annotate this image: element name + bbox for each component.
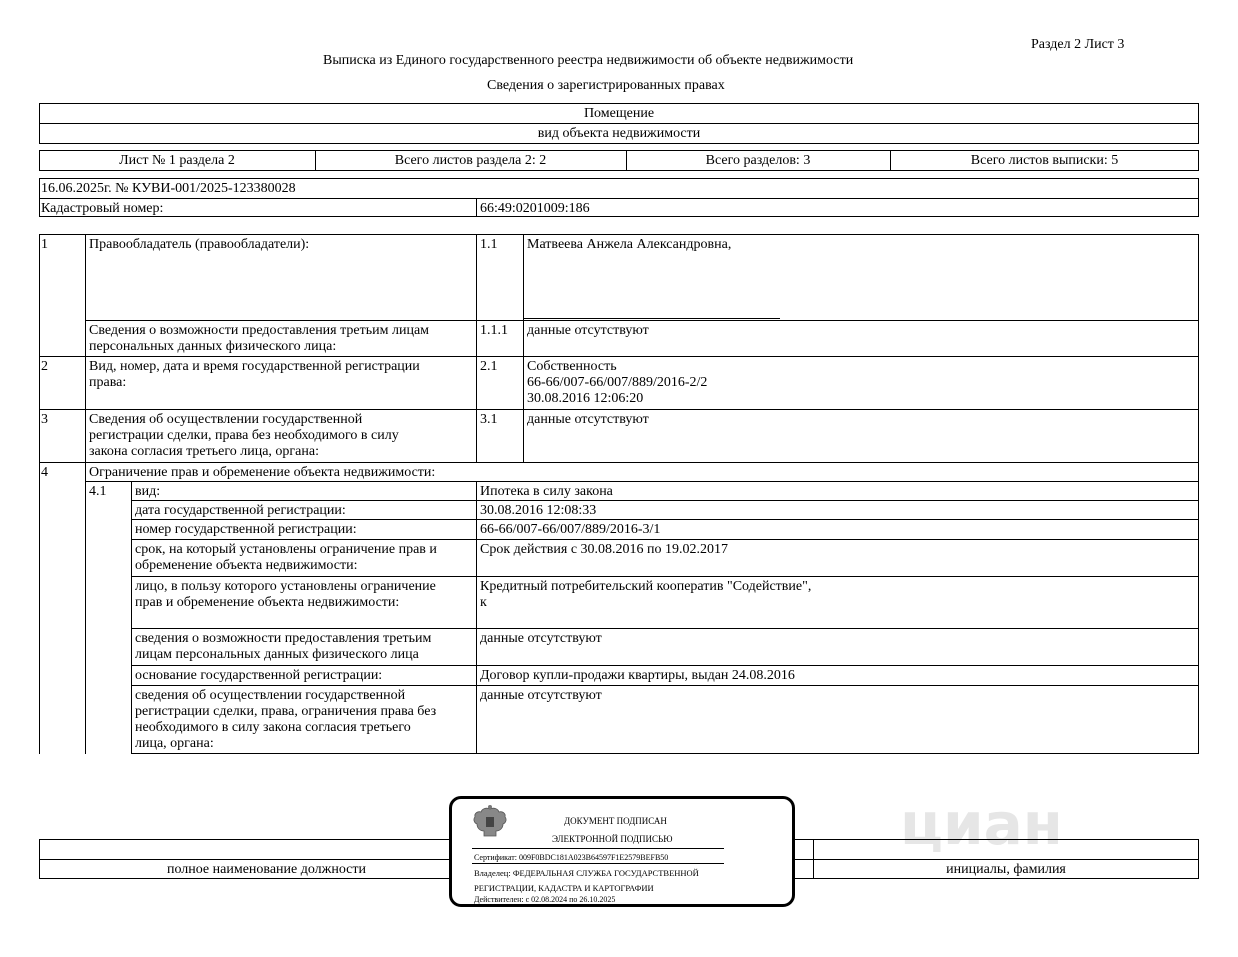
- divider: [476, 234, 477, 462]
- row-number: 2: [41, 359, 48, 374]
- row-number: 1: [41, 237, 48, 252]
- right-holder-name: Матвеева Анжела Александровна,: [527, 237, 732, 252]
- doc-number: 16.06.2025г. № КУВИ-001/2025-123380028: [41, 181, 296, 196]
- divider: [85, 481, 1199, 482]
- divider: [39, 123, 1199, 124]
- enc-term-value: Срок действия с 30.08.2016 по 19.02.2017: [480, 542, 729, 557]
- divider: [131, 481, 132, 754]
- registration-datetime: 30.08.2016 12:06:20: [527, 391, 644, 406]
- divider: [472, 863, 724, 864]
- divider: [131, 685, 1199, 686]
- divider: [476, 481, 477, 754]
- right-holder-label: Правообладатель (правообладатели):: [89, 237, 310, 252]
- divider: [131, 628, 1199, 629]
- consent-label-line3: закона согласия третьего лица, органа:: [89, 444, 319, 459]
- enc-consent-value: данные отсутствуют: [480, 688, 602, 703]
- name-caption: инициалы, фамилия: [946, 862, 1066, 877]
- encumbrance-header: Ограничение прав и обременение объекта недвижимости:: [89, 465, 436, 480]
- enc-basis-value: Договор купли-продажи квартиры, выдан 24.08.2016: [480, 668, 795, 683]
- stamp-line1: ДОКУМЕНТ ПОДПИСАН: [564, 816, 667, 826]
- position-caption: полное наименование должности: [166, 862, 367, 877]
- divider: [476, 198, 477, 217]
- enc-term-label-line2: обременение объекта недвижимости:: [135, 558, 358, 573]
- divider: [131, 539, 1199, 540]
- divider: [39, 462, 1199, 463]
- consent-label-line2: регистрации сделки, права без необходимого в силу: [89, 428, 399, 443]
- stamp-line2: ЭЛЕКТРОННОЙ ПОДПИСЬЮ: [552, 834, 673, 844]
- encumbrance-number: 4.1: [89, 484, 107, 499]
- registration-label-line2: права:: [89, 375, 127, 390]
- enc-personal-label-line2: лицам персональных данных физического лица: [135, 647, 419, 662]
- enc-beneficiary-value-line2: к: [480, 595, 487, 610]
- enc-beneficiary-label-line1: лицо, в пользу которого установлены ограничение: [135, 579, 436, 594]
- total-extract-sheets: Всего листов выписки: 5: [970, 153, 1119, 168]
- divider: [39, 356, 1199, 357]
- right-type: Собственность: [527, 359, 617, 374]
- enc-consent-label-line2: регистрации сделки, права, ограничения права без: [135, 704, 437, 719]
- consent-label-line1: Сведения об осуществлении государственной: [89, 412, 363, 427]
- registration-number: 66-66/007-66/007/889/2016-2/2: [527, 375, 708, 390]
- underline: [523, 318, 780, 319]
- consent-value: данные отсутствуют: [527, 412, 649, 427]
- total-section-sheets: Всего листов раздела 2: 2: [394, 153, 547, 168]
- divider: [131, 576, 1199, 577]
- e-signature-stamp: [449, 796, 795, 907]
- divider: [85, 234, 86, 754]
- stamp-owner-line2: РЕГИСТРАЦИИ, КАДАСТРА И КАРТОГРАФИИ: [474, 883, 654, 893]
- divider: [39, 409, 1199, 410]
- divider: [131, 519, 1199, 520]
- personal-data-label-line1: Сведения о возможности предоставления третьим лицам: [89, 323, 430, 338]
- row-number: 3: [41, 412, 48, 427]
- divider: [472, 848, 724, 849]
- object-type: Помещение: [583, 106, 655, 121]
- watermark-logo: циан: [900, 790, 1063, 858]
- divider: [85, 320, 1199, 321]
- enc-beneficiary-label-line2: прав и обременение объекта недвижимости:: [135, 595, 400, 610]
- total-sections: Всего разделов: 3: [705, 153, 811, 168]
- cadastral-number: 66:49:0201009:186: [480, 201, 590, 216]
- enc-consent-label-line1: сведения об осуществлении государственной: [135, 688, 406, 703]
- divider: [131, 665, 1199, 666]
- enc-beneficiary-value-line1: Кредитный потребительский кооператив "Содействие",: [480, 579, 812, 594]
- sub-number: 1.1.1: [480, 323, 508, 338]
- registration-label-line1: Вид, номер, дата и время государственной регистрации: [89, 359, 420, 374]
- enc-kind-value: Ипотека в силу закона: [480, 484, 613, 499]
- section-sheet-label: Раздел 2 Лист 3: [1031, 37, 1125, 52]
- stamp-owner-line1: Владелец: ФЕДЕРАЛЬНАЯ СЛУЖБА ГОСУДАРСТВЕННОЙ: [474, 868, 699, 878]
- enc-number-label: номер государственной регистрации:: [135, 522, 357, 537]
- object-type-caption: вид объекта недвижимости: [537, 126, 701, 141]
- enc-date-label: дата государственной регистрации:: [135, 503, 346, 518]
- enc-basis-label: основание государственной регистрации:: [135, 668, 383, 683]
- document-subtitle: Сведения о зарегистрированных правах: [487, 78, 725, 93]
- enc-personal-label-line1: сведения о возможности предоставления третьим: [135, 631, 432, 646]
- enc-personal-value: данные отсутствуют: [480, 631, 602, 646]
- enc-kind-label: вид:: [135, 484, 161, 499]
- divider: [131, 753, 1199, 754]
- sub-number: 1.1: [480, 237, 498, 252]
- sub-number: 3.1: [480, 412, 498, 427]
- document-title: Выписка из Единого государственного реестра недвижимости об объекте недвижимости: [323, 53, 854, 68]
- coat-of-arms-icon: [470, 803, 510, 843]
- enc-consent-label-line4: лица, органа:: [135, 736, 214, 751]
- enc-number-value: 66-66/007-66/007/889/2016-3/1: [480, 522, 661, 537]
- divider: [39, 198, 1199, 199]
- stamp-validity: Действителен: с 02.08.2024 по 26.10.2025: [474, 895, 616, 904]
- sub-number: 2.1: [480, 359, 498, 374]
- stamp-certificate: Сертификат: 009F0BDC181A023B64597F1E2579BEFB50: [474, 853, 669, 862]
- divider: [523, 234, 524, 462]
- cadastral-label: Кадастровый номер:: [41, 201, 164, 216]
- enc-consent-label-line3: необходимого в силу закона согласия третьего: [135, 720, 411, 735]
- personal-data-label-line2: персональных данных физического лица:: [89, 339, 337, 354]
- sheet-number: Лист № 1 раздела 2: [119, 153, 235, 168]
- enc-date-value: 30.08.2016 12:08:33: [480, 503, 597, 518]
- enc-term-label-line1: срок, на который установлены ограничение прав и: [135, 542, 437, 557]
- divider: [131, 500, 1199, 501]
- personal-data-value: данные отсутствуют: [527, 323, 649, 338]
- row-number: 4: [41, 465, 48, 480]
